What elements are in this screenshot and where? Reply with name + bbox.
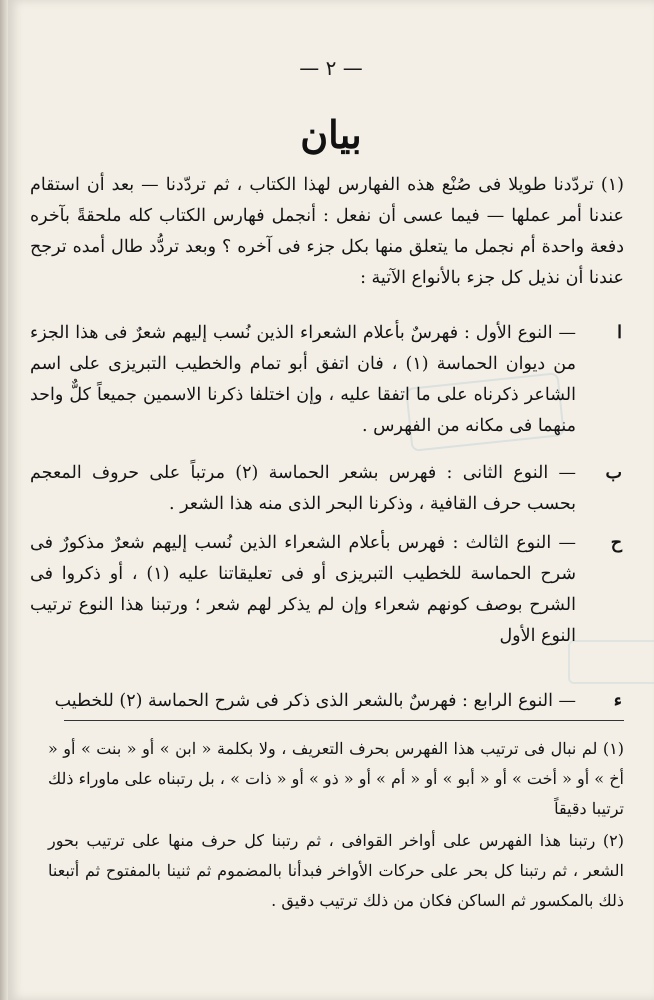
intro-paragraph: (١) تردّدنا طويلا فى صُنْع هذه الفهارس لهذا الكتاب ، ثم تردّدنا — بعد أن استقام عندنا أمر عملها — فيما عسى أن نفعل : أنجمل فهارس الكتاب كله ملحقةً بآخره دفعة واحدة أم نجمل ما يتعلق منها بكل جزء فى آخره ؟ وبعد تردُّد طال أمده ترجح عندنا أن نذيل كل جزء بالأنواع الآتية : xyxy=(30,175,624,288)
list-item-text: — النوع الرابع : فهرسٌ بالشعر الذى ذكر فى شرح الحماسة (٢) للخطيب xyxy=(54,691,576,711)
footnote-divider xyxy=(64,720,624,721)
list-item xyxy=(30,318,624,442)
list-item xyxy=(30,458,624,520)
footnote: (٢) رتبنا هذا الفهرس على أواخر القوافى ، ثم رتبنا كل حرف منها على ترتيب بحور الشعر ، ثم رتبنا كل بحر على حركات الأواخر فبدأنا بالمضموم ثم ثنينا بالمفتوح ثم أتبعنا ذلك بالمكسور ثم الساكن فكان من ذلك ترتيب دقيق . xyxy=(48,831,624,910)
page-number: — ٢ — xyxy=(299,56,363,80)
list-item-text: — النوع الثالث : فهرس بأعلام الشعراء الذين نُسب إليهم شعرٌ مذكورٌ فى شرح الحماسة للخطيب التبريزى أو فى تعليقاتنا عليه (١) ، أو ذكروا فى الشرح بوصف كونهم شعراء وإن لم يذكر لهم شعر ؛ ورتبنا هذا النوع ترتيب النوع الأول xyxy=(30,533,576,646)
list-marker: ب xyxy=(605,463,622,483)
page-edge xyxy=(0,0,8,1000)
list-item xyxy=(30,686,624,717)
list-item xyxy=(30,528,624,652)
footnote: (١) لم نبال فى ترتيب هذا الفهرس بحرف التعريف ، ولا بكلمة « ابن » أو « بنت » أو « أخ » أو « أخت » أو « أبو » أو « أم » أو « ذو » أو « ذات » ، بل رتبناه على ماوراء ذلك ترتيبا دقيقاً xyxy=(48,739,624,818)
list-item-text: — النوع الثانى : فهرس بشعر الحماسة (٢) مرتباً على حروف المعجم بحسب حرف القافية ، وذكرنا البحر الذى منه هذا الشعر . xyxy=(30,463,576,514)
list-marker: ح xyxy=(610,533,622,553)
page-title: بيان xyxy=(300,112,362,157)
list-marker: ء xyxy=(613,691,622,711)
list-item-text: — النوع الأول : فهرسٌ بأعلام الشعراء الذين نُسب إليهم شعرٌ فى هذا الجزء من ديوان الحماسة (١) ، فان اتفق أبو تمام والخطيب التبريزى على اسم الشاعر ذكرناه على ما اتفقا عليه ، وإن اختلفا ذكرنا الاسمين جميعاً كلٌّ واحد منهما فى مكانه من الفهرس . xyxy=(30,323,576,436)
list-marker: ا xyxy=(617,323,622,343)
book-page xyxy=(8,0,654,1000)
